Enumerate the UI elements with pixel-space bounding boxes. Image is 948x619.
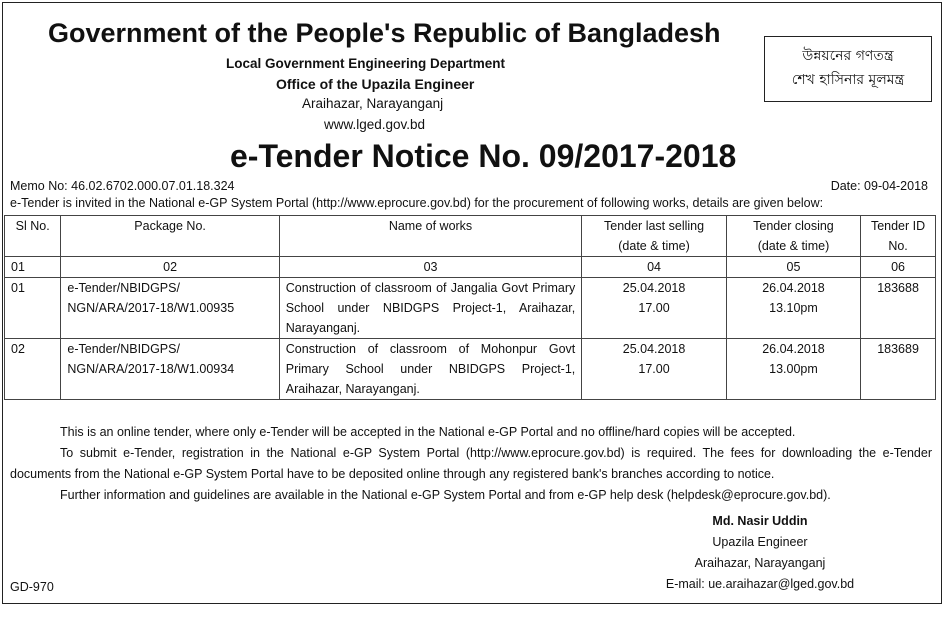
signatory-location: Araihazar, Narayanganj xyxy=(694,556,826,570)
signature-block xyxy=(640,511,880,595)
table-row xyxy=(5,278,936,339)
tender-table xyxy=(4,215,936,400)
signatory-name: Md. Nasir Uddin xyxy=(712,514,808,528)
notice-title: e-Tender Notice No. 09/2017-2018 xyxy=(230,138,737,174)
header-works: Name of works xyxy=(279,216,581,257)
row-selling: 25.04.2018 17.00 xyxy=(582,339,727,400)
office-website: www.lged.gov.bd xyxy=(324,117,426,132)
index-cell: 05 xyxy=(726,257,860,278)
row-sl: 02 xyxy=(5,339,61,400)
notice-date: Date: 09-04-2018 xyxy=(830,179,928,193)
header-tender-id: Tender ID No. xyxy=(861,216,936,257)
slogan-line-1: উন্নয়নের গণতন্ত্র xyxy=(802,48,894,64)
table-header-row xyxy=(5,216,936,257)
header-sl: Sl No. xyxy=(5,216,61,257)
reference-code: GD-970 xyxy=(10,580,54,594)
paragraph-online-tender: This is an online tender, where only e-Tender will be accepted in the National e-GP Portal and no offline/hard copies will be accepted. xyxy=(60,425,796,439)
row-package: e-Tender/NBIDGPS/ NGN/ARA/2017-18/W1.00934 xyxy=(61,339,279,400)
header-closing: Tender closing (date & time) xyxy=(726,216,860,257)
index-cell: 01 xyxy=(5,257,61,278)
header-package: Package No. xyxy=(61,216,279,257)
row-works: Construction of classroom of Jangalia Govt Primary School under NBIDGPS Project-1, Araihazar, Narayanganj. xyxy=(279,278,581,339)
row-works: Construction of classroom of Mohonpur Govt Primary School under NBIDGPS Project-1, Araihazar, Narayanganj. xyxy=(279,339,581,400)
office-heading: Office of the Upazila Engineer xyxy=(276,76,475,92)
office-address: Araihazar, Narayanganj xyxy=(302,96,444,111)
index-cell: 02 xyxy=(61,257,279,278)
row-closing: 26.04.2018 13.00pm xyxy=(726,339,860,400)
header-selling: Tender last selling (date & time) xyxy=(582,216,727,257)
memo-number: Memo No: 46.02.6702.000.07.01.18.324 xyxy=(10,179,235,193)
index-cell: 06 xyxy=(861,257,936,278)
row-closing: 26.04.2018 13.10pm xyxy=(726,278,860,339)
slogan-box xyxy=(764,36,932,102)
department-heading: Local Government Engineering Department xyxy=(226,56,506,71)
paragraph-further-info: Further information and guidelines are available in the National e-GP System Portal and from e-GP help desk (helpdesk@eprocure.gov.bd). xyxy=(60,488,831,502)
slogan-line-2: শেখ হাসিনার মূলমন্ত্র xyxy=(791,72,905,88)
table-row xyxy=(5,339,936,400)
signatory-email: E-mail: ue.araihazar@lged.gov.bd xyxy=(665,577,855,591)
government-heading: Government of the People's Republic of Bangladesh xyxy=(48,18,721,48)
row-selling: 25.04.2018 17.00 xyxy=(582,278,727,339)
row-package: e-Tender/NBIDGPS/ NGN/ARA/2017-18/W1.00935 xyxy=(61,278,279,339)
paragraph-registration: To submit e-Tender, registration in the National e-GP System Portal (http://www.eprocure.gov.bd) is required. The fees for downloading the e-Tender documents from the National e-GP System Portal have to be deposited online through any registered bank's branches according to notice. xyxy=(10,446,932,481)
intro-text: e-Tender is invited in the National e-GP System Portal (http://www.eprocure.gov.bd) for the procurement of following works, details are given below: xyxy=(10,196,824,210)
index-cell: 03 xyxy=(279,257,581,278)
row-tender-id: 183689 xyxy=(861,339,936,400)
signatory-title: Upazila Engineer xyxy=(712,535,808,549)
row-tender-id: 183688 xyxy=(861,278,936,339)
index-row xyxy=(5,257,936,278)
index-cell: 04 xyxy=(582,257,727,278)
row-sl: 01 xyxy=(5,278,61,339)
